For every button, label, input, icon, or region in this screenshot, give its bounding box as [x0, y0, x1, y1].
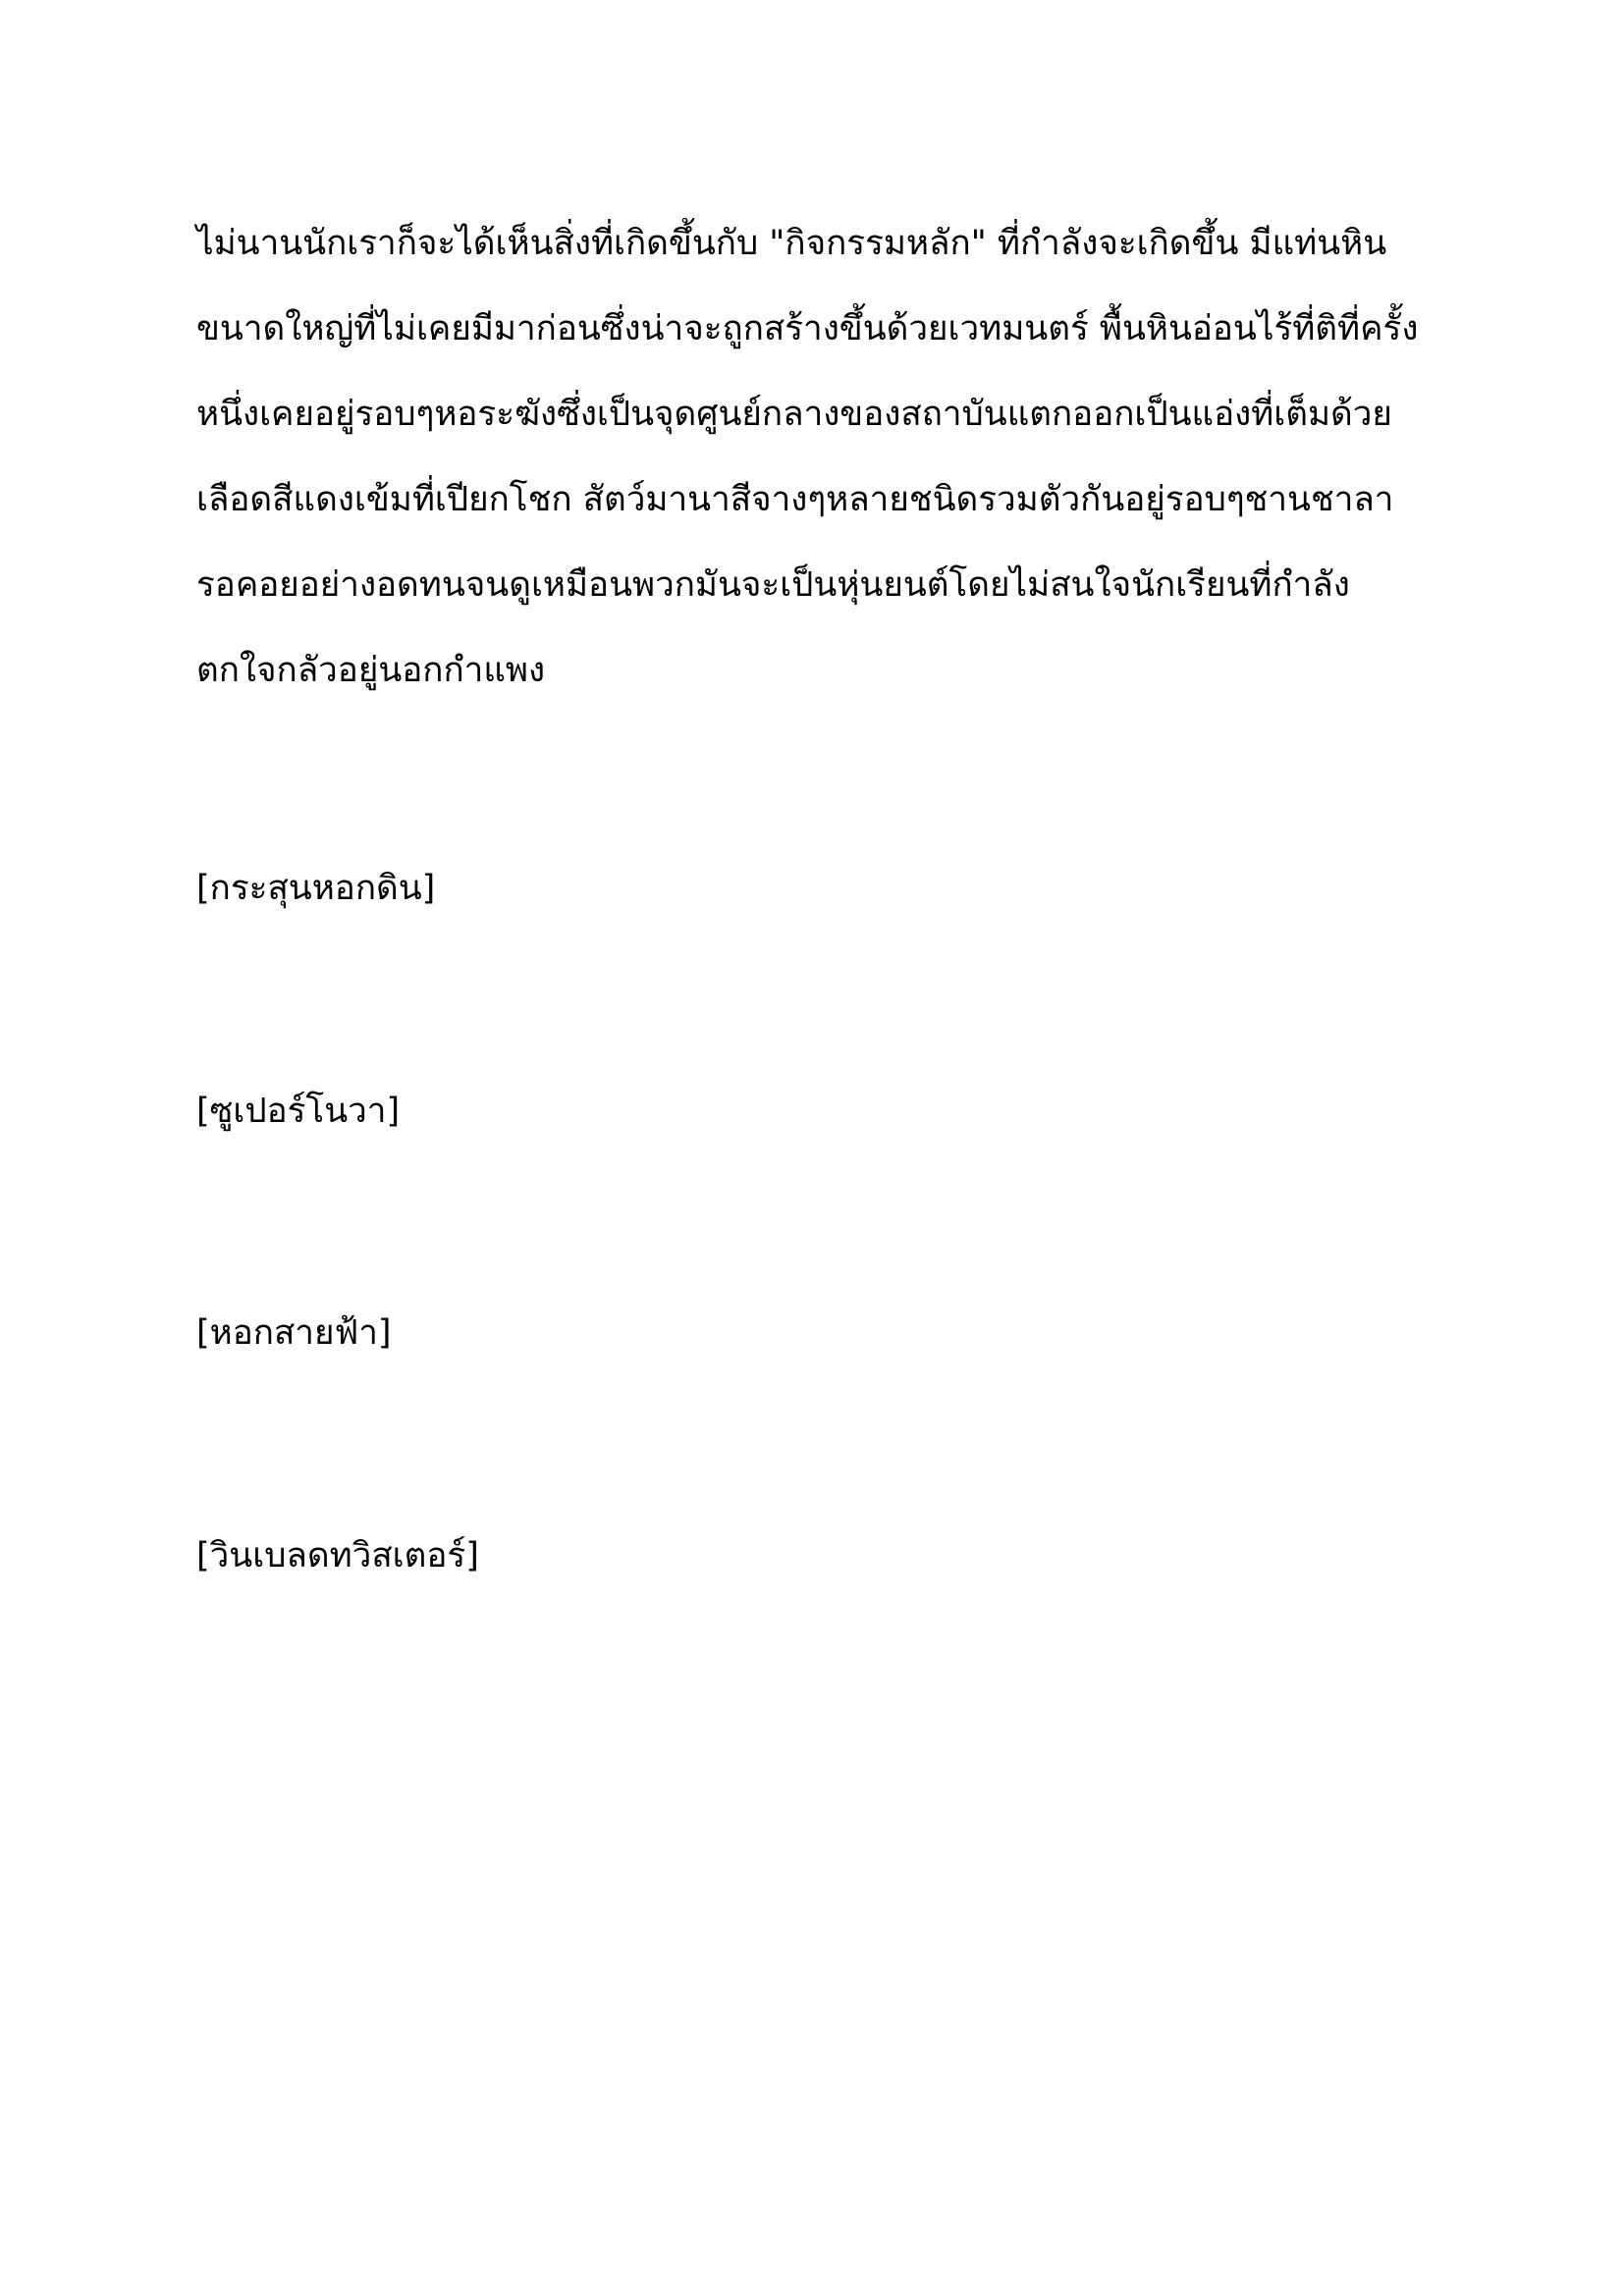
- paragraph-line: ตกใจกลัวอยู่นอกกำแพง: [196, 651, 546, 690]
- paragraph-line: หนึ่งเคยอยู่รอบๆหอระฆังซึ่งเป็นจุดศูนย์กลางของสถาบันแตกออกเป็นแอ่งที่เต็มด้วย: [196, 395, 1392, 434]
- paragraph-line: ไม่นานนักเราก็จะได้เห็นสิ่งที่เกิดขึ้นกับ "กิจกรรมหลัก" ที่กำลังจะเกิดขึ้น มีแท่นหิน: [196, 224, 1387, 263]
- story-paragraph: [196, 201, 1434, 714]
- skill-item-lightning-spear: [หอกสายฟ้า]: [196, 1313, 392, 1353]
- paragraph-line: เลือดสีแดงเข้มที่เปียกโชก สัตว์มานาสีจางๆหลายชนิดรวมตัวกันอยู่รอบๆชานชาลา: [196, 480, 1394, 519]
- skill-item-supernova: [ซูเปอร์โนวา]: [196, 1092, 401, 1131]
- paragraph-line: ขนาดใหญ่ที่ไม่เคยมีมาก่อนซึ่งน่าจะถูกสร้างขึ้นด้วยเวทมนตร์ พื้นหินอ่อนไร้ที่ติที่ครั้ง: [196, 309, 1419, 348]
- document-body: [196, 201, 1434, 714]
- paragraph-line: รอคอยอย่างอดทนจนดูเหมือนพวกมันจะเป็นหุ่นยนต์โดยไม่สนใจนักเรียนที่กำลัง: [196, 565, 1350, 605]
- skill-item-earth-spear: [กระสุนหอกดิน]: [196, 869, 436, 908]
- skill-item-wind-blade-twister: [วินเบลดทวิสเตอร์]: [196, 1536, 479, 1575]
